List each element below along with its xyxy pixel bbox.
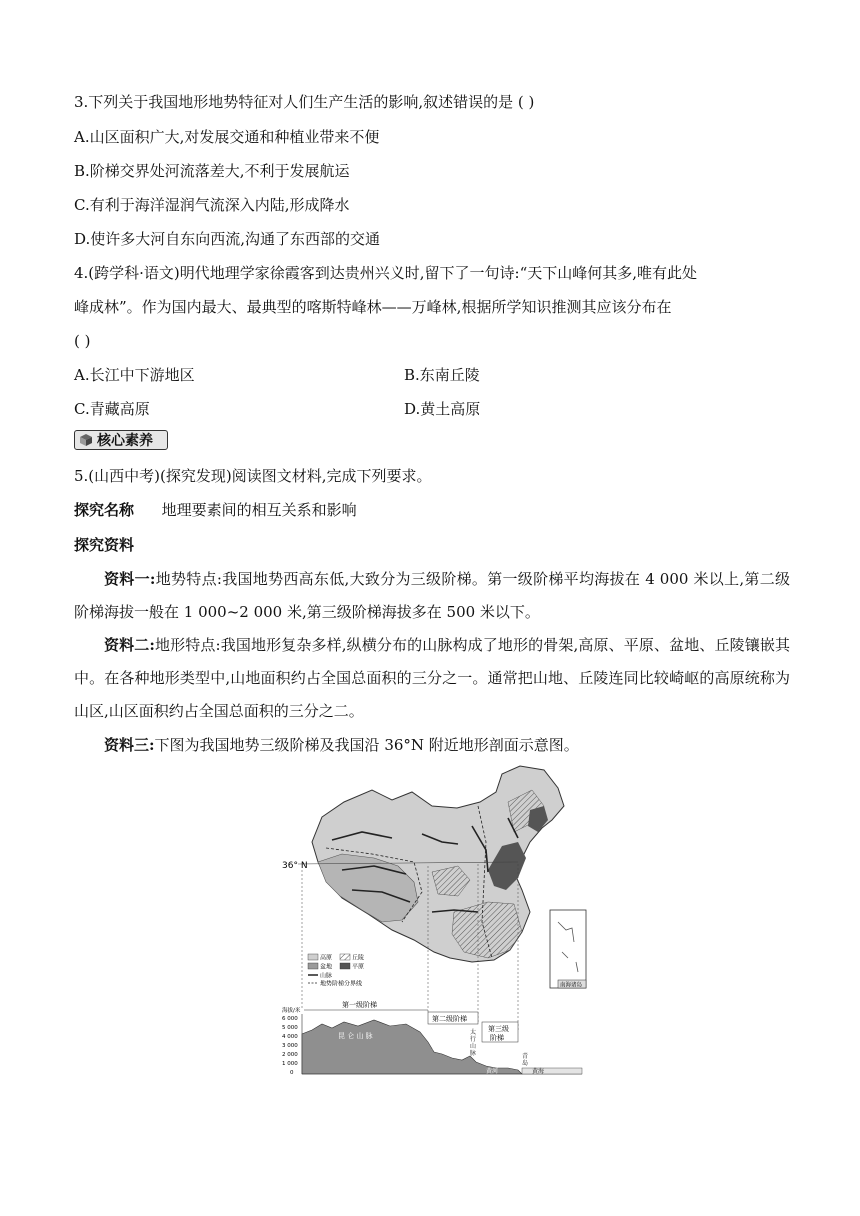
q4-option-d: D.黄土高原 bbox=[404, 400, 481, 418]
step3-label-b: 阶梯 bbox=[490, 1034, 504, 1042]
q4-stem-line2: 峰成林”。作为国内最大、最典型的喀斯特峰林——万峰林,根据所学知识推测其应该分布在 bbox=[74, 298, 672, 316]
material-1 bbox=[74, 563, 790, 629]
mountain-taihang-3: 山 bbox=[470, 1043, 477, 1050]
tick-1000: 1 000 bbox=[282, 1061, 298, 1067]
inset-label: 南海诸岛 bbox=[560, 982, 583, 989]
latitude-label: 36° N bbox=[282, 861, 308, 871]
section-badge-label: 核心素养 bbox=[97, 433, 153, 449]
place-huanghai: 黄海 bbox=[532, 1068, 545, 1075]
legend-hills: 丘陵 bbox=[352, 954, 365, 962]
topic-label: 探究名称 bbox=[74, 501, 135, 519]
mountain-kunlun: 昆 仑 山 脉 bbox=[338, 1032, 373, 1040]
q3-option-a: A.山区面积广大,对发展交通和种植业带来不便 bbox=[74, 128, 380, 146]
tick-2000: 2 000 bbox=[282, 1052, 298, 1058]
material-3-text: 下图为我国地势三级阶梯及我国沿 36°N 附近地形剖面示意图。 bbox=[154, 736, 579, 754]
mountain-taihang-4: 脉 bbox=[470, 1050, 477, 1057]
tick-4000: 4 000 bbox=[282, 1034, 298, 1040]
q3-option-b: B.阶梯交界处河流落差大,不利于发展航运 bbox=[74, 162, 350, 180]
tick-5000: 5 000 bbox=[282, 1025, 298, 1031]
place-qingdao-1: 青 bbox=[522, 1053, 529, 1060]
legend-plateau: 高原 bbox=[320, 954, 333, 962]
q5-stem: 5.(山西中考)(探究发现)阅读图文材料,完成下列要求。 bbox=[74, 467, 432, 485]
place-bottom: 黄河 bbox=[486, 1068, 499, 1075]
section-badge bbox=[74, 430, 168, 450]
inset-box bbox=[550, 910, 586, 988]
place-lanzhou: 兰州 bbox=[432, 1045, 445, 1052]
legend-mountain: 山脉 bbox=[320, 972, 333, 980]
q4-stem-line1: 4.(跨学科·语文)明代地理学家徐霞客到达贵州兴义时,留下了一句诗:“天下山峰何其多,唯有此处 bbox=[74, 264, 698, 282]
tick-6000: 6 000 bbox=[282, 1016, 298, 1022]
legend-basin: 盆地 bbox=[320, 963, 333, 971]
profile-labels bbox=[338, 1031, 373, 1040]
material-1-label: 资料一: bbox=[104, 570, 156, 588]
legend-plain: 平原 bbox=[352, 963, 365, 971]
q4-option-c: C.青藏高原 bbox=[74, 400, 150, 418]
tick-0: 0 bbox=[290, 1070, 294, 1076]
profile-axis bbox=[282, 1006, 302, 1076]
cube-icon bbox=[79, 433, 93, 447]
materials-label: 探究资料 bbox=[74, 536, 135, 554]
legend bbox=[308, 954, 364, 988]
mountain-taihang-2: 行 bbox=[470, 1036, 477, 1043]
mountain-taihang-1: 太 bbox=[470, 1029, 477, 1036]
q3-option-d: D.使许多大河自东向西流,沟通了东西部的交通 bbox=[74, 230, 381, 248]
q4-option-a: A.长江中下游地区 bbox=[74, 366, 195, 384]
step2-label: 第二级阶梯 bbox=[432, 1015, 467, 1023]
q4-stem-line3: ( ) bbox=[74, 332, 91, 350]
step1-label: 第一级阶梯 bbox=[342, 1001, 377, 1009]
topic-value: 地理要素间的相互关系和影响 bbox=[161, 501, 357, 519]
material-2-text: 地形特点:我国地形复杂多样,纵横分布的山脉构成了地形的骨架,高原、平原、盆地、丘陵镶嵌其中。在各种地形类型中,山地面积约占全国总面积的三分之一。通常把山地、丘陵连同比较崎岖的高原统称为山区,山区面积约占全国总面积的三分之二。 bbox=[74, 636, 790, 720]
tick-3000: 3 000 bbox=[282, 1043, 298, 1049]
place-qingdao-2: 岛 bbox=[522, 1060, 529, 1067]
legend-boundary: 地势阶梯分界线 bbox=[320, 980, 363, 988]
terrain-figure bbox=[282, 762, 612, 1080]
q3-option-c: C.有利于海洋湿润气流深入内陆,形成降水 bbox=[74, 196, 350, 214]
axis-title: 海拔/米 bbox=[282, 1008, 301, 1014]
material-2-label: 资料二: bbox=[104, 636, 155, 654]
q3-stem: 3.下列关于我国地形地势特征对人们生产生活的影响,叙述错误的是 ( ) bbox=[74, 93, 535, 111]
material-1-text: 地势特点:我国地势西高东低,大致分为三级阶梯。第一级阶梯平均海拔在 4 000 米以上,第二级阶梯海拔一般在 1 000~2 000 米,第三级阶梯海拔多在 500 米以下。 bbox=[74, 570, 790, 621]
material-3-label: 资料三: bbox=[104, 736, 155, 754]
step3-label-a: 第三级 bbox=[488, 1025, 509, 1033]
material-2 bbox=[74, 629, 790, 728]
q4-option-b: B.东南丘陵 bbox=[404, 366, 480, 384]
material-3 bbox=[74, 729, 790, 762]
